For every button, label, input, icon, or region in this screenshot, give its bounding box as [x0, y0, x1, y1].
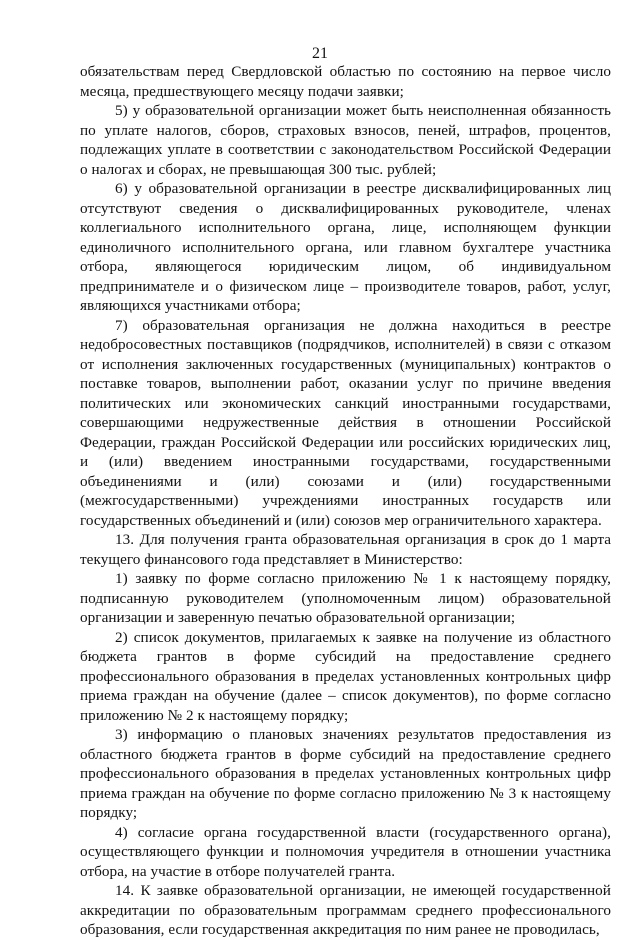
paragraph-section-14: 14. К заявке образовательной организации, не имеющей государственной аккредитации по образовательным программам среднего профессионального образования, если государственная аккредитация по ним ранее не проводилась, — [80, 882, 611, 938]
paragraph-13-item-2: 2) список документов, прилагаемых к заявке на получение из областного бюджета грантов в форме субсидий на предоставление среднего профессионального образования в пределах установленных контрольных цифр приема граждан на обучение (далее – список документов), по форме согласно приложению № 2 к настоящему порядку; — [80, 628, 611, 724]
paragraph-section-13: 13. Для получения гранта образовательная организация в срок до 1 марта текущего финансового года представляет в Министерство: — [80, 531, 611, 568]
page-number: 21 — [312, 45, 328, 62]
paragraph-13-item-3: 3) информацию о плановых значениях результатов предоставления из областного бюджета грантов в форме субсидий на предоставление среднего профессионального образования в пределах установленных контрольных цифр приема граждан на обучение по форме согласно приложению № 3 к настоящему порядку; — [80, 726, 611, 821]
paragraph-item-5: 5) у образовательной организации может быть неисполненная обязанность по уплате налогов, сборов, страховых взносов, пеней, штрафов, процентов, подлежащих уплате в соответствии с законодательством Российской Федерации о налогах и сборах, не превышающая 300 тыс. рублей; — [80, 102, 611, 178]
paragraph-continuation: обязательствам перед Свердловской областью по состоянию на первое число месяца, предшествующего месяцу подачи заявки; — [80, 63, 611, 100]
paragraph-13-item-4: 4) согласие органа государственной власти (государственного органа), осуществляющего функции и полномочия учредителя в отношении участника отбора, на участие в отборе получателей гранта. — [80, 823, 611, 880]
paragraph-item-6: 6) у образовательной организации в реестре дисквалифицированных лиц отсутствуют сведения о дисквалифицированных руководителе, членах коллегиального исполнительного органа, лице, исполняющем функции единоличного исполнительного органа, или главном бухгалтере участника отбора, являющегося юридическим лицом, об индивидуальном предпринимателе и о физическом лице – производителе товаров, работ, услуг, являющихся участниками отбора; — [80, 180, 611, 314]
paragraph-13-item-1: 1) заявку по форме согласно приложению № 1 к настоящему порядку, подписанную руководителем (уполномоченным лицом) образовательной организации и заверенную печатью образовательной организации; — [80, 570, 611, 626]
document-body — [80, 62, 611, 940]
paragraph-item-7: 7) образовательная организация не должна находиться в реестре недобросовестных поставщиков (подрядчиков, исполнителей) в связи с отказом от исполнения заключенных государственных (муниципальных) контрактов о поставке товаров, выполнении работ, оказании услуг по причине введения политических или экономических санкций иностранными государствами, совершающими недружественные действия в отношении Российской Федерации, граждан Российской Федерации или российских юридических лиц, и (или) введением иностранными государствами, государственными объединениями и (или) союзами и (или) государственными (межгосударственными) учреждениями иностранных государств или государственных объединений и (или) союзов мер ограничительного характера. — [80, 316, 611, 529]
